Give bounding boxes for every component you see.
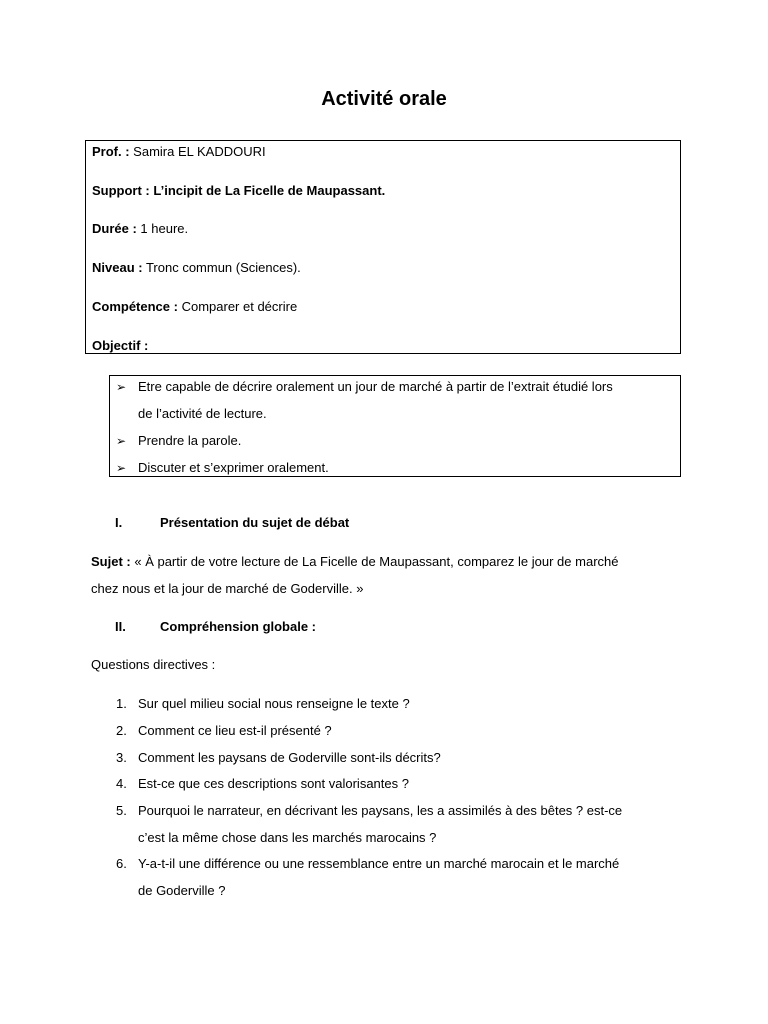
sujet-text: « À partir de votre lecture de La Ficelle de Maupassant, comparez le jour de marché — [130, 554, 619, 569]
duree-label: Durée : — [92, 221, 137, 236]
question-text: Comment ce lieu est-il présenté ? — [138, 723, 332, 738]
question-text: Y-a-t-il une différence ou une ressemblance entre un marché marocain et le marché — [138, 856, 620, 871]
question-text-continued: c’est la même chose dans les marchés marocains ? — [138, 830, 437, 845]
niveau-value: Tronc commun (Sciences). — [142, 260, 301, 275]
page-title: Activité orale — [321, 88, 447, 110]
objective-text-continued: de l’activité de lecture. — [138, 406, 267, 421]
objectif-label: Objectif : — [92, 338, 149, 353]
duree-value: 1 heure. — [136, 221, 189, 236]
question-number: 2. — [116, 723, 127, 738]
sujet-label: Sujet : — [91, 554, 131, 569]
objective-text: Etre capable de décrire oralement un jour de marché à partir de l’extrait étudié lors — [138, 379, 613, 394]
objective-text: Prendre la parole. — [138, 433, 242, 448]
question-text: Pourquoi le narrateur, en décrivant les paysans, les a assimilés à des bêtes ? est-ce — [138, 803, 623, 818]
prof-label: Prof. : — [92, 144, 130, 159]
competence-row — [92, 299, 297, 314]
objective-item — [116, 379, 613, 394]
duree-row — [92, 221, 188, 236]
competence-value: Comparer et décrire — [177, 299, 298, 314]
section-number: II. — [115, 619, 126, 634]
section-label: Présentation du sujet de débat — [160, 515, 350, 530]
sujet-line-2: chez nous et la jour de marché de Goderville. » — [91, 581, 364, 596]
niveau-row — [92, 260, 301, 275]
prof-value: Samira EL KADDOURI — [129, 144, 266, 159]
question-text: Sur quel milieu social nous renseigne le texte ? — [138, 696, 410, 711]
support-row — [92, 183, 385, 198]
question-text-continued: de Goderville ? — [138, 883, 226, 898]
arrow-bullet-icon: ➢ — [116, 461, 127, 475]
question-number: 3. — [116, 750, 127, 765]
question-number: 4. — [116, 776, 127, 791]
objective-item — [116, 433, 241, 448]
info-box — [85, 140, 681, 354]
section-number: I. — [115, 515, 123, 530]
objective-text: Discuter et s’exprimer oralement. — [138, 460, 329, 475]
question-text: Est-ce que ces descriptions sont valorisantes ? — [138, 776, 409, 791]
question-number: 1. — [116, 696, 127, 711]
question-number: 5. — [116, 803, 127, 818]
question-number: 6. — [116, 856, 127, 871]
prof-row — [92, 144, 266, 159]
objective-item — [116, 460, 329, 475]
section-label: Compréhension globale : — [160, 619, 317, 634]
niveau-label: Niveau : — [92, 260, 143, 275]
arrow-bullet-icon: ➢ — [116, 380, 127, 394]
competence-label: Compétence : — [92, 299, 178, 314]
objectives-box — [109, 375, 681, 477]
support-label: Support : L’incipit de La Ficelle de Maupassant. — [92, 183, 386, 198]
arrow-bullet-icon: ➢ — [116, 434, 127, 448]
question-text: Comment les paysans de Goderville sont-ils décrits? — [138, 750, 441, 765]
questions-heading: Questions directives : — [91, 657, 216, 672]
objectif-row — [92, 338, 148, 353]
sujet-line-1 — [91, 554, 618, 569]
